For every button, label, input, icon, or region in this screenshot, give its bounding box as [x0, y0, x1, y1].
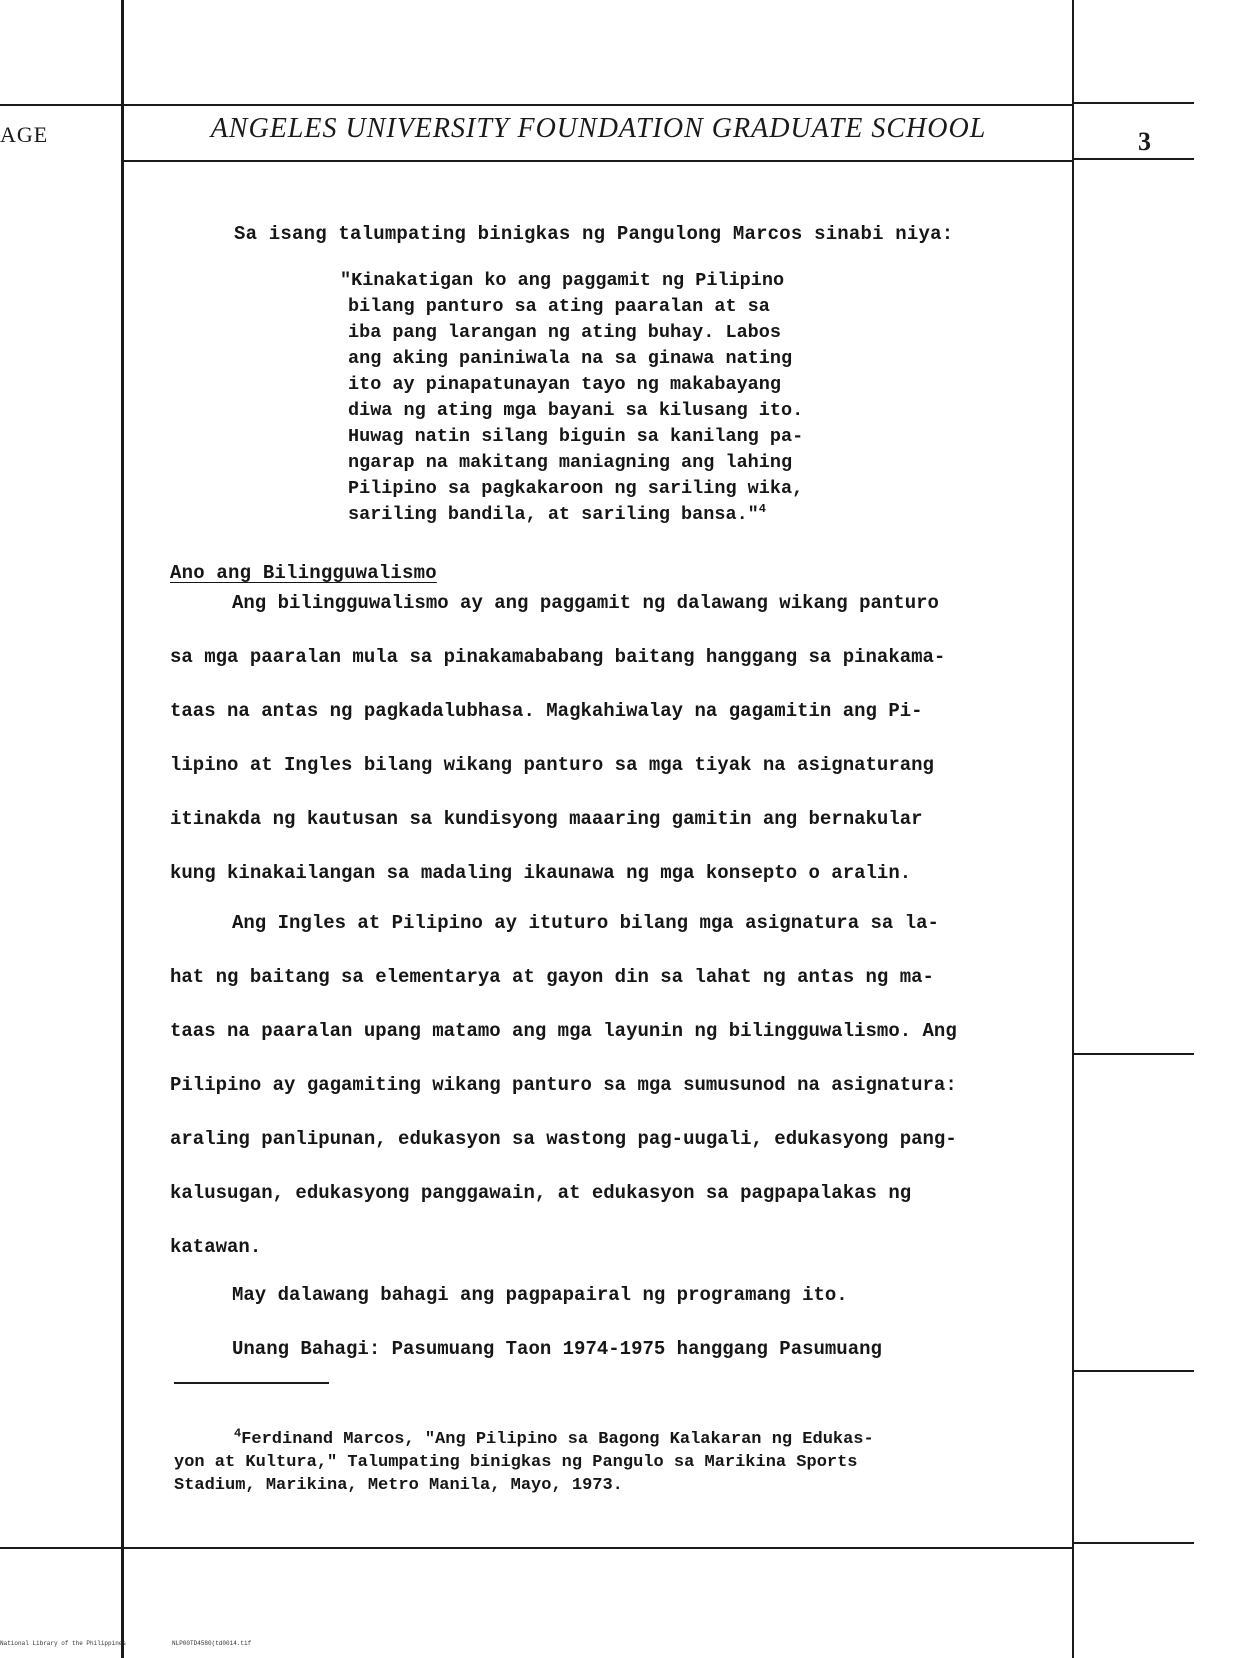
paragraph-2: [170, 896, 957, 1274]
paragraph-line: taas na paaralan upang matamo ang mga layunin ng bilingguwalismo. Ang: [170, 1020, 957, 1042]
bottom-rule-main: [121, 1547, 1072, 1549]
paragraph-line: taas na antas ng pagkadalubhasa. Magkahiwalay na gagamitin ang Pi-: [170, 700, 923, 722]
footnote-line-first: [174, 1428, 874, 1451]
block-quote: [340, 268, 804, 528]
quote-line: ngarap na makitang maniagning ang lahing: [348, 452, 793, 473]
paragraph-line: Unang Bahagi: Pasumuang Taon 1974-1975 hanggang Pasumuang: [232, 1338, 882, 1360]
left-margin-rule: [121, 0, 124, 1658]
quote-line-last: [348, 502, 803, 528]
margin-label-page: AGE: [0, 122, 49, 147]
scan-source-label: National Library of the Philippines: [0, 1640, 127, 1647]
header-top-rule-right: [1074, 102, 1194, 104]
quote-line: Huwag natin silang biguin sa kanilang pa-: [348, 426, 804, 447]
bottom-rule-right: [1074, 1542, 1194, 1544]
footnote-number: 4: [234, 1426, 242, 1441]
quote-line: "Kinakatigan ko ang paggamit ng Pilipino: [340, 270, 785, 291]
paragraph-line: sa mga paaralan mula sa pinakamababang baitang hanggang sa pinakama-: [170, 646, 946, 668]
quote-line: Pilipino sa pagkakaroon ng sariling wika,: [348, 478, 804, 499]
paragraph-line: kung kinakailangan sa madaling ikaunawa ng mga konsepto o aralin.: [170, 862, 912, 884]
right-tab-rule-2: [1074, 1370, 1194, 1372]
paragraph-line: itinakda ng kautusan sa kundisyong maaaring gamitin ang bernakular: [170, 808, 923, 830]
scan-file-code: NLP00TD4580(td0014.tif: [172, 1640, 252, 1647]
quote-line: iba pang larangan ng ating buhay. Labos: [348, 322, 781, 343]
paragraph-line: May dalawang bahagi ang pagpapairal ng programang ito.: [232, 1284, 848, 1306]
footnote-reference: 4: [758, 501, 766, 516]
quote-line: bilang panturo sa ating paaralan at sa: [348, 296, 770, 317]
paragraph-line: katawan.: [170, 1236, 262, 1258]
footnote-divider: [174, 1382, 329, 1384]
quote-line: ang aking paniniwala na sa ginawa nating: [348, 348, 793, 369]
footnote-line: Stadium, Marikina, Metro Manila, Mayo, 1973.: [174, 1476, 623, 1495]
paragraph-3: [170, 1268, 882, 1376]
right-margin-rule: [1072, 0, 1074, 1658]
paragraph-line: araling panlipunan, edukasyon sa wastong pag-uugali, edukasyong pang-: [170, 1128, 957, 1150]
header-top-rule-main: [121, 104, 1072, 106]
paragraph-line: kalusugan, edukasyong panggawain, at edukasyon sa pagpapalakas ng: [170, 1182, 912, 1204]
header-bottom-rule-right: [1074, 158, 1194, 160]
footnote-line: yon at Kultura," Talumpating binigkas ng Pangulo sa Marikina Sports: [174, 1453, 858, 1472]
paragraph-line: lipino at Ingles bilang wikang panturo sa mga tiyak na asignaturang: [170, 754, 934, 776]
quote-line-text: sariling bandila, at sariling bansa.": [348, 504, 759, 525]
page-title: ANGELES UNIVERSITY FOUNDATION GRADUATE SCHOOL: [210, 113, 987, 144]
paragraph-line: Ang bilingguwalismo ay ang paggamit ng dalawang wikang panturo: [232, 592, 939, 614]
footnote: [174, 1428, 874, 1497]
intro-sentence: Sa isang talumpating binigkas ng Pangulong Marcos sinabi niya:: [234, 223, 954, 245]
section-heading: Ano ang Bilingguwalismo: [170, 562, 437, 584]
paragraph-1: [170, 576, 945, 900]
header-bottom-rule-main: [121, 160, 1072, 162]
paragraph-line: Ang Ingles at Pilipino ay ituturo bilang mga asignatura sa la-: [232, 912, 939, 934]
quote-line: diwa ng ating mga bayani sa kilusang ito.: [348, 400, 804, 421]
bottom-rule-left: [0, 1547, 121, 1549]
header-top-rule-left: [0, 104, 121, 106]
paragraph-line: hat ng baitang sa elementarya at gayon din sa lahat ng antas ng ma-: [170, 966, 934, 988]
page-number: 3: [1138, 127, 1151, 156]
paragraph-line: Pilipino ay gagamiting wikang panturo sa mga sumusunod na asignatura:: [170, 1074, 957, 1096]
right-tab-rule-1: [1074, 1053, 1194, 1055]
footnote-line-text: Ferdinand Marcos, "Ang Pilipino sa Bagong Kalakaran ng Edukas-: [241, 1430, 874, 1449]
quote-line: ito ay pinapatunayan tayo ng makabayang: [348, 374, 781, 395]
